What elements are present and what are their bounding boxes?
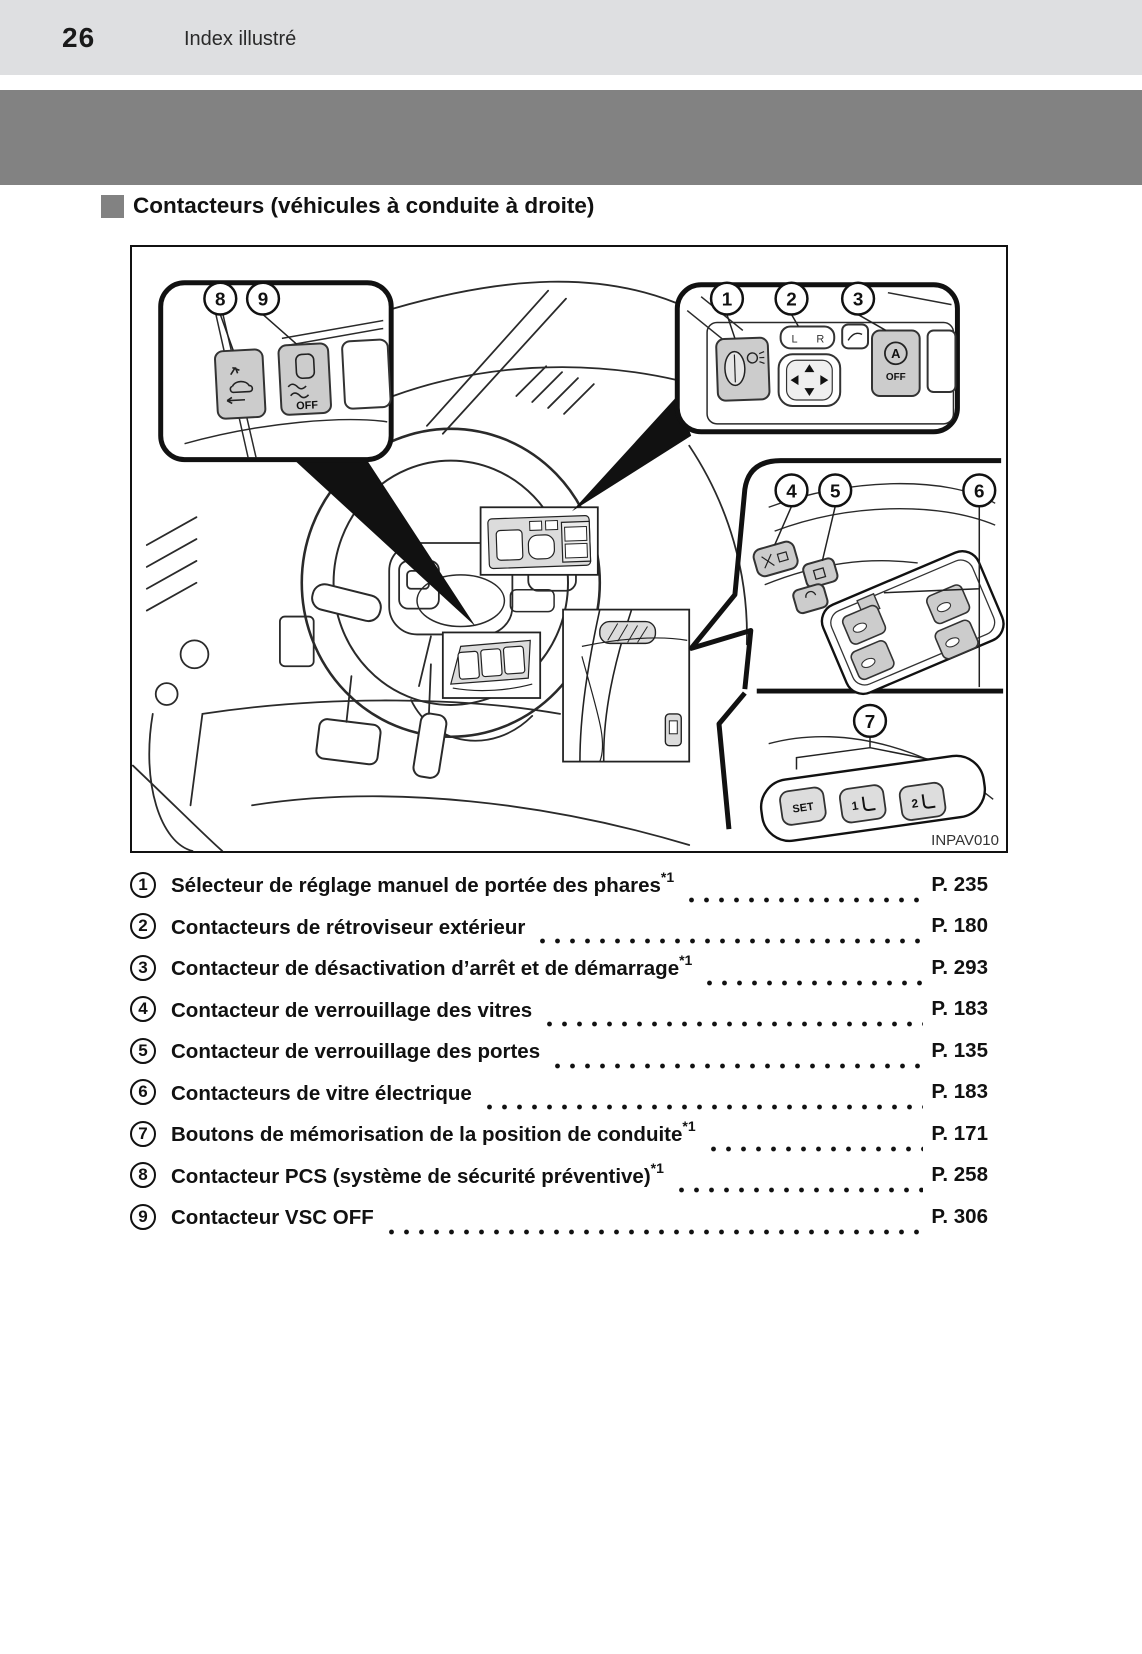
item-number-badge: 5 — [130, 1038, 156, 1064]
dot-leader — [482, 1103, 924, 1111]
callout-circle-1 — [711, 283, 743, 315]
svg-text:1: 1 — [850, 798, 860, 814]
dot-leader — [702, 979, 923, 987]
callout-circle-5 — [819, 474, 851, 506]
mirror-fold-button-icon — [842, 324, 868, 348]
item-label: Contacteurs de vitre électrique — [171, 1081, 472, 1105]
page-header-band — [0, 0, 1142, 75]
inset-center-switch-panel — [481, 507, 598, 575]
item-label: Contacteur de désactivation d’arrêt et de démarrage$^{*1}$ — [171, 952, 693, 981]
footnote-marker: *1 — [679, 952, 693, 969]
item-number-badge: 2 — [130, 913, 156, 939]
cockpit-illustration — [130, 245, 1008, 853]
item-number-badge: 1 — [130, 872, 156, 898]
item-label: Contacteur de verrouillage des portes — [171, 1040, 541, 1064]
headlight-leveling-dial-icon — [716, 338, 770, 401]
svg-text:OFF: OFF — [295, 399, 319, 413]
dot-leader — [550, 1062, 923, 1070]
index-item-3 — [130, 947, 988, 989]
page-reference: P. 293 — [931, 955, 988, 979]
square-bullet-icon — [101, 195, 124, 218]
illustrated-index-list — [130, 864, 988, 1238]
svg-text:4: 4 — [786, 480, 797, 502]
item-label: Contacteurs de rétroviseur extérieur — [171, 915, 526, 939]
page-reference: P. 235 — [931, 872, 988, 896]
footnote-marker: *1 — [660, 869, 675, 886]
svg-text:5: 5 — [829, 480, 841, 502]
svg-text:R: R — [816, 333, 825, 346]
index-item-1 — [130, 864, 988, 906]
item-label: Boutons de mémorisation de la position de conduite$^{*1}$ — [171, 1118, 696, 1147]
callout-circle-6 — [963, 474, 995, 506]
item-label: Sélecteur de réglage manuel de portée des phares$^{*1}$ — [171, 869, 675, 898]
item-number-badge: 4 — [130, 996, 156, 1022]
item-number-badge: 7 — [130, 1121, 156, 1147]
callout-region-7 — [719, 693, 993, 844]
svg-text:1: 1 — [721, 288, 733, 310]
index-item-6 — [130, 1072, 988, 1114]
pointer-from-callout-1-2-3 — [572, 396, 691, 511]
callout-circle-7 — [854, 705, 886, 737]
item-number-badge: 6 — [130, 1079, 156, 1105]
item-label: Contacteur de verrouillage des vitres — [171, 998, 533, 1022]
callout-box-8-9 — [161, 283, 391, 460]
footnote-marker: *1 — [682, 1118, 696, 1135]
seat-memory-set-button-icon — [779, 786, 827, 826]
callout-region-4-5-6 — [691, 461, 1006, 700]
callout-box-1-2-3 — [677, 283, 957, 432]
vsc-off-switch-icon — [278, 343, 331, 415]
svg-text:9: 9 — [257, 288, 269, 310]
power-window-switch-panel-icon — [816, 546, 1006, 700]
index-item-9 — [130, 1196, 988, 1238]
callout-circle-4 — [776, 474, 808, 506]
svg-text:OFF: OFF — [885, 372, 906, 384]
index-item-2 — [130, 906, 988, 948]
index-item-7 — [130, 1113, 988, 1155]
blank-switch — [928, 330, 956, 392]
callout-circle-3 — [842, 283, 874, 315]
window-lock-switch-icon — [752, 540, 800, 578]
mirror-select-switch-icon — [781, 326, 835, 348]
index-item-8 — [130, 1155, 988, 1197]
page-number: 26 — [62, 22, 96, 53]
dot-leader — [384, 1228, 924, 1236]
inset-knee-switch-panel — [443, 632, 540, 698]
svg-text:2: 2 — [786, 288, 797, 310]
page-reference: P. 180 — [931, 914, 988, 938]
chapter-tab-band — [0, 90, 1142, 185]
svg-text:A: A — [891, 346, 901, 362]
mirror-adjust-pad-icon — [779, 354, 841, 406]
dot-leader — [674, 1186, 923, 1194]
callout-circle-2 — [776, 283, 808, 315]
dot-leader — [706, 1145, 924, 1153]
item-label: Contacteur VSC OFF — [171, 1206, 374, 1230]
page-reference: P. 171 — [931, 1121, 988, 1145]
cockpit-line-art — [132, 247, 1006, 851]
page-reference: P. 258 — [931, 1163, 988, 1187]
seat-memory-2-button-icon — [899, 782, 947, 822]
seat-memory-1-button-icon — [839, 784, 887, 824]
dot-leader — [684, 896, 923, 904]
item-number-badge: 9 — [130, 1204, 156, 1230]
figure-code: INPAV010 — [931, 832, 999, 849]
svg-text:6: 6 — [974, 480, 985, 502]
svg-text:8: 8 — [215, 288, 226, 310]
page-reference: P. 183 — [931, 997, 988, 1021]
svg-text:2: 2 — [910, 796, 920, 811]
page-reference: P. 183 — [931, 1080, 988, 1104]
seat-memory-panel-icon — [758, 752, 989, 844]
svg-text:3: 3 — [852, 288, 864, 310]
section-title: Contacteurs (véhicules à conduite à droite) — [133, 193, 595, 218]
item-label: Contacteur PCS (système de sécurité préventive)$^{*1}$ — [171, 1159, 664, 1188]
item-number-badge: 8 — [130, 1162, 156, 1188]
page-reference: P. 306 — [931, 1204, 988, 1228]
footnote-marker: *1 — [650, 1159, 664, 1176]
index-item-4 — [130, 989, 988, 1031]
page-reference: P. 135 — [931, 1038, 988, 1062]
dot-leader — [535, 937, 923, 945]
callout-circle-8 — [204, 283, 236, 315]
inset-door-pillar — [563, 610, 689, 762]
page-header-title: Index illustré — [184, 28, 297, 50]
blank-switch — [342, 339, 391, 409]
svg-text:7: 7 — [864, 710, 876, 732]
svg-text:L: L — [791, 333, 798, 346]
svg-text:SET: SET — [791, 800, 815, 816]
stop-start-cancel-switch-icon — [872, 330, 920, 396]
item-number-badge: 3 — [130, 955, 156, 981]
index-item-5 — [130, 1030, 988, 1072]
pcs-switch-icon — [215, 349, 266, 419]
callout-circle-9 — [247, 283, 279, 315]
dot-leader — [542, 1020, 923, 1028]
section-heading — [101, 193, 594, 219]
